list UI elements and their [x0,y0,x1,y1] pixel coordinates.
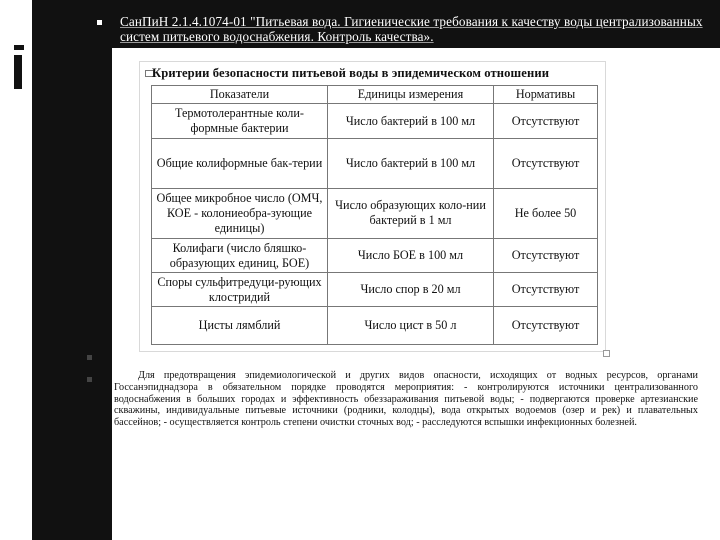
table-row [152,139,598,189]
table-cell: Число бактерий в 100 мл [328,139,494,189]
table-cell: Термотолерантные коли-формные бактерии [152,104,328,139]
table-cell: Общие колиформные бак-терии [152,139,328,189]
table-cell: Отсутствуют [494,273,598,307]
table-cell: Отсутствуют [494,307,598,345]
table-header: Показатели [152,86,328,104]
table-row [152,307,598,345]
table-cell: Число БОЕ в 100 мл [328,238,494,273]
table-row [152,273,598,307]
bullet-square-icon [87,377,92,382]
body-paragraph: Для предотвращения эпидемиологической и других видов опасности, исходящих от водных ресурсов, органами Госсанэпиднадзора в обязательном порядке проводятся мероприятия: - контролируются источники централизованного водоснабжения в больших городах и эффективность обеззараживания питьевой воды; - подвергаются проверке артезианские скважины, индивидуальные питьевые источники (родники, колодцы), вода открытых водоемов (озер и рек) и плавательных бассейнов; - осуществляется контроль степени очистки сточных вод; - расследуются вспышки инфекционных болезней. [114,370,698,429]
table-header: Нормативы [494,86,598,104]
table-row [152,188,598,238]
table-cell: Число цист в 50 л [328,307,494,345]
table-cell: Цисты лямблий [152,307,328,345]
table-cell: Число образующих коло-нии бактерий в 1 мл [328,188,494,238]
slide-heading: СанПиН 2.1.4.1074-01 "Питьевая вода. Гигиенические требования к качеству воды централизованных систем питьевого водоснабжения. Контроль качества». [120,14,703,44]
slide-left-band [32,48,112,540]
edge-marks [14,45,32,90]
table-cell: Общее микробное число (ОМЧ, КОЕ - колониеобра-зующие единицы) [152,188,328,238]
table-cell: Отсутствуют [494,104,598,139]
criteria-table [151,85,598,345]
table-title: Критерии безопасности питьевой воды в эпидемическом отношении [152,66,550,80]
table-row [152,238,598,273]
table-cell: Число бактерий в 100 мл [328,104,494,139]
table-cell: Не более 50 [494,188,598,238]
table-cell: Отсутствуют [494,238,598,273]
table-cell: Споры сульфитредуци-рующих клостридий [152,273,328,307]
table-cell: Колифаги (число бляшко-образующих единиц, БОЕ) [152,238,328,273]
table-row [152,104,598,139]
table-cell: Отсутствуют [494,139,598,189]
resize-handle[interactable] [603,350,610,357]
table-cell: Число спор в 20 мл [328,273,494,307]
bullet-square-icon [97,20,102,25]
table-header: Единицы измерения [328,86,494,104]
criteria-table-image[interactable] [139,61,606,352]
bullet-square-icon [87,355,92,360]
